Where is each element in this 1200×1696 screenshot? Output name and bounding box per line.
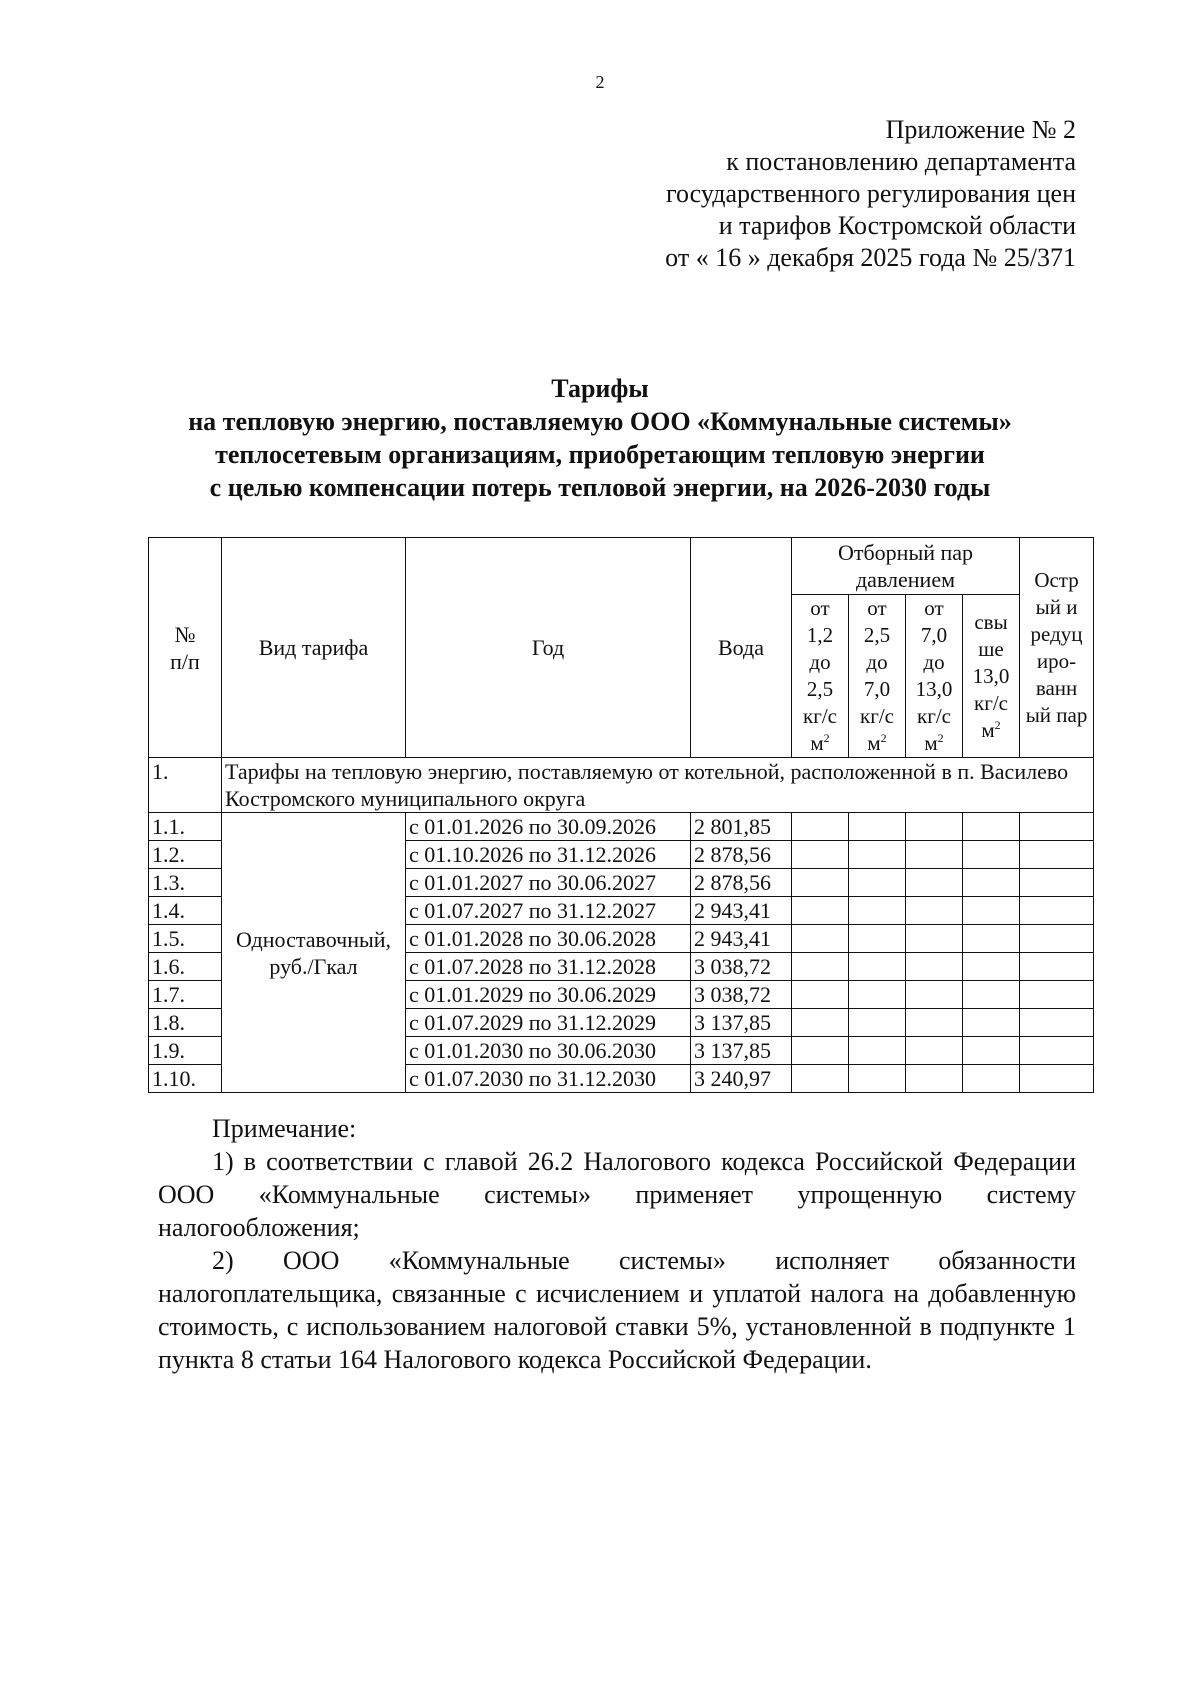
appendix-line: от « 16 » декабря 2025 года № 25/371 [665,243,1076,272]
header-steam-1-text: от 1,2 до 2,5 кг/с [803,596,837,728]
header-steam-2-text: от 2,5 до 7,0 кг/с [860,596,894,728]
row-num: 1.2. [149,841,222,869]
header-num-line1: № [174,621,196,647]
page-number: 2 [595,72,605,92]
section-num: 1. [149,758,222,813]
tariff-table [148,537,1094,1093]
empty-cell [849,897,906,925]
empty-cell [906,869,963,897]
empty-cell [849,813,906,841]
empty-cell [963,1065,1020,1093]
row-num: 1.6. [149,953,222,981]
row-period: с 01.07.2028 по 31.12.2028 [406,953,691,981]
empty-cell [1020,981,1094,1009]
empty-cell [1020,1009,1094,1037]
empty-cell [1020,897,1094,925]
empty-cell [792,981,849,1009]
empty-cell [849,1037,906,1065]
empty-cell [963,981,1020,1009]
header-steam-4 [963,595,1020,758]
empty-cell [1020,925,1094,953]
unit-sup: 2 [823,731,830,745]
empty-cell [906,841,963,869]
unit: м [810,731,824,755]
tariff-type-line1: Одноставочный, [235,926,392,952]
empty-cell [849,1009,906,1037]
empty-cell [906,897,963,925]
empty-cell [963,841,1020,869]
empty-cell [849,925,906,953]
title-line: на тепловую энергию, поставляемую ООО «Коммунальные системы» [188,407,1012,436]
empty-cell [1020,1065,1094,1093]
notes-section [158,1112,1076,1376]
row-period: с 01.01.2030 по 30.06.2030 [406,1037,691,1065]
empty-cell [906,953,963,981]
empty-cell [792,1037,849,1065]
unit-sup: 2 [937,731,944,745]
row-period: с 01.01.2026 по 30.09.2026 [406,813,691,841]
header-steam-3-text: от 7,0 до 13,0 кг/с [915,596,953,728]
unit: м [981,717,995,742]
empty-cell [963,1037,1020,1065]
header-num-line2: п/п [170,648,200,674]
row-water: 2 801,85 [691,813,792,841]
row-period: с 01.07.2027 по 31.12.2027 [406,897,691,925]
empty-cell [963,1009,1020,1037]
unit-sup: 2 [994,717,1001,732]
note-item: 2) ООО «Коммунальные системы» исполняет обязанности налогоплательщика, связанные с исчислением и уплатой налога на добавленную стоимость, с использованием налоговой ставки 5%, установленной в подпункте 1 пункта 8 статьи 164 Налогового кодекса Российской Федерации. [158,1246,1076,1374]
title-line: с целью компенсации потерь тепловой энергии, на 2026-2030 годы [209,473,991,502]
empty-cell [1020,1037,1094,1065]
empty-cell [906,1009,963,1037]
empty-cell [963,813,1020,841]
row-period: с 01.10.2026 по 31.12.2026 [406,841,691,869]
empty-cell [792,869,849,897]
empty-cell [1020,953,1094,981]
header-year: Год [406,538,691,758]
header-steam-3 [906,595,963,758]
empty-cell [1020,869,1094,897]
header-steam-2 [849,595,906,758]
row-num: 1.3. [149,869,222,897]
row-water: 3 038,72 [691,981,792,1009]
row-water: 2 878,56 [691,869,792,897]
empty-cell [906,981,963,1009]
empty-cell [792,813,849,841]
appendix-line: к постановлению департамента [726,147,1076,176]
unit: м [867,731,881,755]
row-num: 1.5. [149,925,222,953]
row-num: 1.8. [149,1009,222,1037]
title-line: теплосетевым организациям, приобретающим тепловую энергии [215,440,985,469]
row-water: 3 240,97 [691,1065,792,1093]
row-num: 1.4. [149,897,222,925]
appendix-line: государственного регулирования цен [666,179,1076,208]
empty-cell [906,1065,963,1093]
row-water: 2 943,41 [691,925,792,953]
empty-cell [849,841,906,869]
appendix-line: Приложение № 2 [885,115,1076,144]
empty-cell [849,869,906,897]
empty-cell [792,1009,849,1037]
header-steam-1 [792,595,849,758]
row-water: 2 878,56 [691,841,792,869]
empty-cell [963,925,1020,953]
unit: м [924,731,938,755]
section-text: Тарифы на тепловую энергию, поставляемую от котельной, расположенной в п. Василево Костромского муниципального округа [222,758,1094,813]
empty-cell [963,953,1020,981]
empty-cell [792,897,849,925]
row-period: с 01.07.2029 по 31.12.2029 [406,1009,691,1037]
title-line: Тарифы [551,374,649,403]
row-num: 1.7. [149,981,222,1009]
empty-cell [849,953,906,981]
table-row [149,813,1094,841]
empty-cell [792,841,849,869]
empty-cell [792,953,849,981]
note-item: 1) в соответствии с главой 26.2 Налогового кодекса Российской Федерации ООО «Коммунальные системы» применяет упрощенную систему налогообложения; [158,1147,1076,1242]
tariff-type-line2: руб./Гкал [269,953,358,979]
document-title [120,372,1080,504]
tariff-type-cell [222,813,406,1093]
empty-cell [792,925,849,953]
header-tariff-type: Вид тарифа [222,538,406,758]
empty-cell [792,1065,849,1093]
row-water: 3 038,72 [691,953,792,981]
empty-cell [963,897,1020,925]
notes-title: Примечание: [212,1114,357,1143]
appendix-line: и тарифов Костромской области [718,211,1076,240]
row-water: 2 943,41 [691,897,792,925]
header-sharp-steam: Остр ый и редуц иро- ванн ый пар [1020,538,1094,758]
appendix-header [665,114,1076,274]
empty-cell [849,981,906,1009]
row-period: с 01.01.2029 по 30.06.2029 [406,981,691,1009]
row-water: 3 137,85 [691,1009,792,1037]
row-period: с 01.01.2027 по 30.06.2027 [406,869,691,897]
empty-cell [906,1037,963,1065]
empty-cell [1020,841,1094,869]
header-steam-4-text: свы ше 13,0 кг/с [972,609,1010,715]
row-water: 3 137,85 [691,1037,792,1065]
row-period: с 01.07.2030 по 31.12.2030 [406,1065,691,1093]
empty-cell [906,925,963,953]
row-period: с 01.01.2028 по 30.06.2028 [406,925,691,953]
empty-cell [963,869,1020,897]
row-num: 1.9. [149,1037,222,1065]
empty-cell [1020,813,1094,841]
row-num: 1.1. [149,813,222,841]
header-num [149,538,222,758]
empty-cell [906,813,963,841]
header-water: Вода [691,538,792,758]
row-num: 1.10. [149,1065,222,1093]
header-steam-group: Отборный пар давлением [792,538,1020,595]
unit-sup: 2 [880,731,887,745]
empty-cell [849,1065,906,1093]
